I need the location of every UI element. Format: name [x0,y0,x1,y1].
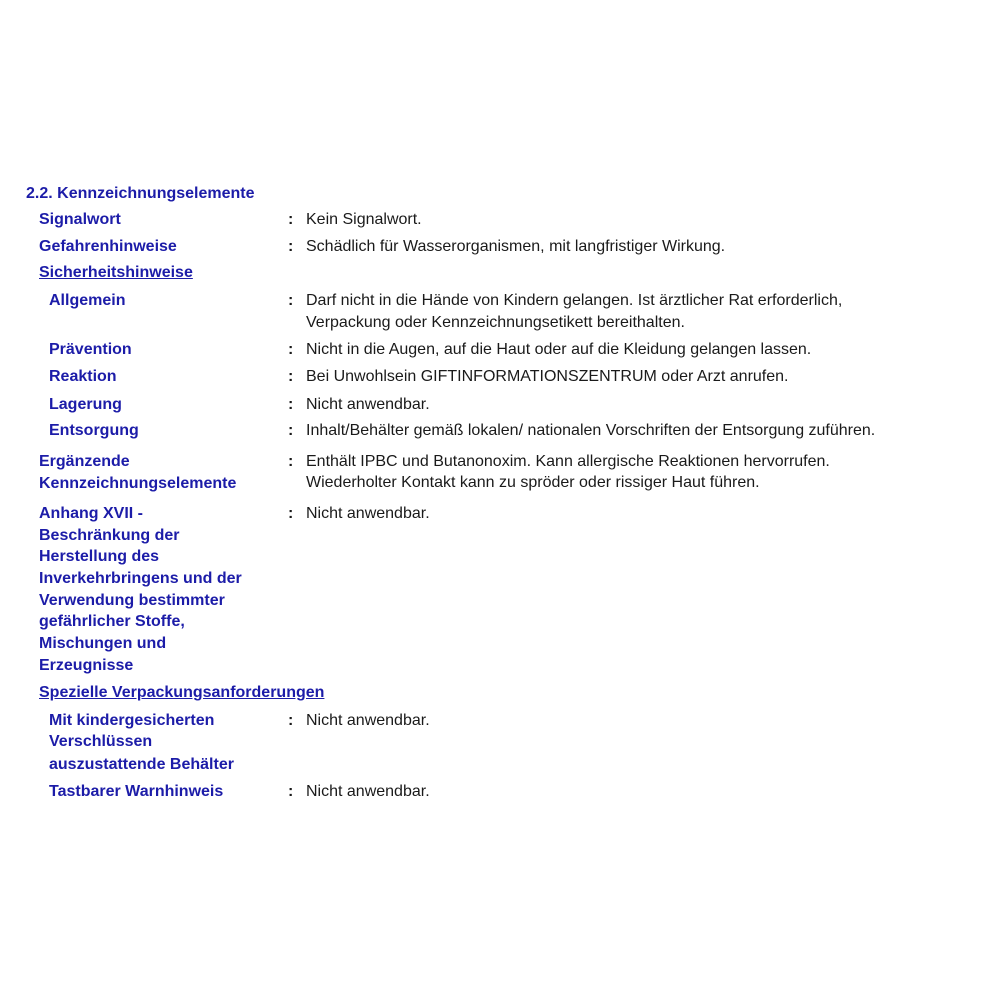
disposal-label: Entsorgung [49,422,139,439]
supplemental-label-line: Ergänzende [39,453,130,470]
response-value: Bei Unwohlsein GIFTINFORMATIONSZENTRUM oder Arzt anrufen. [306,368,789,385]
precautionary-title: Sicherheitshinweise [39,264,193,281]
storage-separator: : [288,396,294,413]
disposal-separator: : [288,422,294,439]
general-value-line: Darf nicht in die Hände von Kindern gelangen. Ist ärztlicher Rat erforderlich, [306,292,843,309]
prevention-value: Nicht in die Augen, auf die Haut oder auf die Kleidung gelangen lassen. [306,341,812,358]
child-resistant-value: Nicht anwendbar. [306,712,430,729]
child-resistant-separator: : [288,712,294,729]
signal-word-separator: : [288,211,294,228]
hazard-statements-separator: : [288,238,294,255]
response-separator: : [288,368,294,385]
signal-word-value: Kein Signalwort. [306,211,422,228]
prevention-separator: : [288,341,294,358]
annex-label-line: Herstellung des [39,548,160,565]
annex-value: Nicht anwendbar. [306,505,430,522]
annex-separator: : [288,505,294,522]
general-separator: : [288,292,294,309]
child-resistant-label-line: Mit kindergesicherten [49,712,215,729]
annex-label-line: Verwendung bestimmter [39,592,225,609]
child-resistant-label-line: auszustattende Behälter [49,756,234,773]
annex-label-line: Mischungen und [39,635,167,652]
annex-label-line: Beschränkung der [39,527,180,544]
general-label: Allgemein [49,292,126,309]
prevention-label: Prävention [49,341,132,358]
tactile-warning-label: Tastbarer Warnhinweis [49,783,224,800]
general-value-line: Verpackung oder Kennzeichnungsetikett bereithalten. [306,314,685,331]
storage-label: Lagerung [49,396,122,413]
hazard-statements-value: Schädlich für Wasserorganismen, mit langfristiger Wirkung. [306,238,726,255]
supplemental-label-line: Kennzeichnungselemente [39,475,237,492]
storage-value: Nicht anwendbar. [306,396,430,413]
child-resistant-label-line: Verschlüssen [49,733,153,750]
annex-label-line: Erzeugnisse [39,657,134,674]
supplemental-value-line: Wiederholter Kontakt kann zu spröder oder rissiger Haut führen. [306,474,760,491]
supplemental-value-line: Enthält IPBC und Butanonoxim. Kann allergische Reaktionen hervorrufen. [306,453,830,470]
response-label: Reaktion [49,368,117,385]
annex-label-line: Inverkehrbringens und der [39,570,242,587]
tactile-warning-separator: : [288,783,294,800]
annex-label-line: gefährlicher Stoffe, [39,613,185,630]
hazard-statements-label: Gefahrenhinweise [39,238,177,255]
packaging-title: Spezielle Verpackungsanforderungen [39,684,325,701]
disposal-value: Inhalt/Behälter gemäß lokalen/ nationalen Vorschriften der Entsorgung zuführen. [306,422,876,439]
signal-word-label: Signalwort [39,211,121,228]
supplemental-separator: : [288,453,294,470]
section-title: 2.2. Kennzeichnungselemente [26,185,255,202]
annex-label-line: Anhang XVII - [39,505,143,522]
tactile-warning-value: Nicht anwendbar. [306,783,430,800]
